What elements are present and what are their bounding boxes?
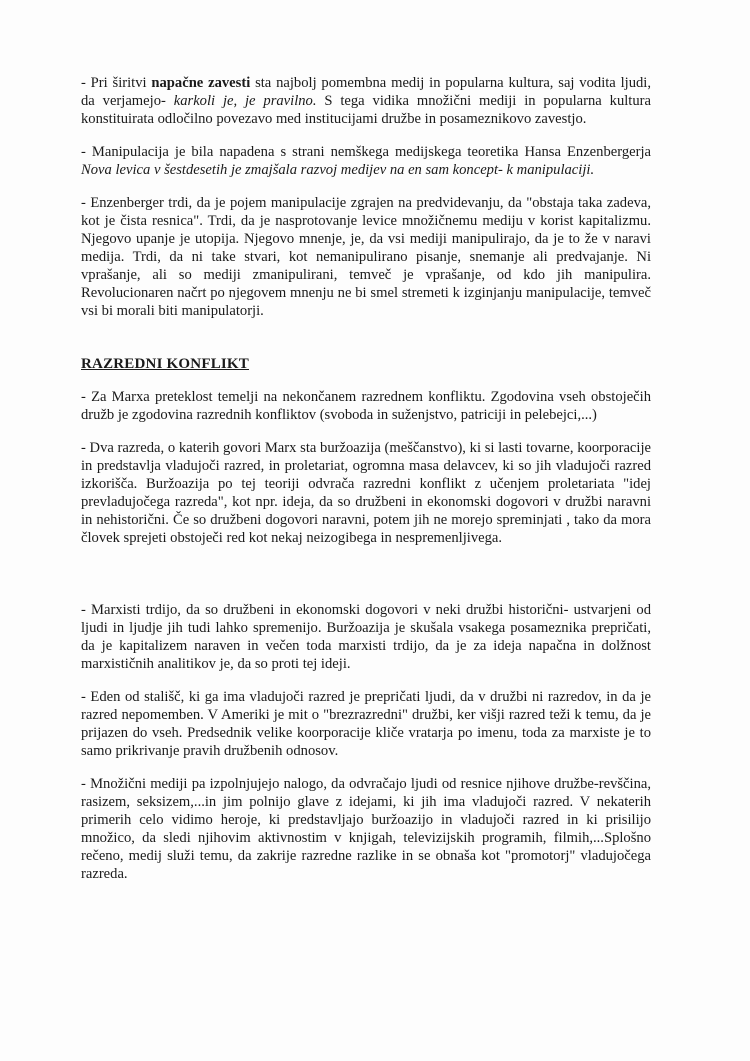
p2-text: - Manipulacija je bila napadena s strani nemškega medijskega teoretika Hansa Enzenbergerja <box>81 144 651 160</box>
p1-prefix: - Pri širitvi <box>81 75 152 91</box>
p2-italic-quote: Nova levica v šestdesetih je zmajšala razvoj medijev na en sam koncept- k manipulaciji. <box>81 162 595 178</box>
paragraph-false-consciousness <box>81 74 651 128</box>
paragraph-mass-media: - Množični mediji pa izpolnjujejo nalogo, da odvračajo ljudi od resnice njihove družbe-revščina, rasizem, seksizem,...in jim polnijo glave z idejami, ki jih ima vladujoči razred. V nekaterih primerih celo vidimo heroje, ki predstavljajo buržoazijo in vladujoči razred in ki prisilijo množico, da sledi njihovim aktivnostim v knjigah, televizijskih programih, filmih,...Splošno rečeno, medij služi temu, da zakrije razredne razlike in se obnaša kot "promotorj" vladujočega razreda. <box>81 776 651 882</box>
paragraph-marxists-argue: - Marxisti trdijo, da so družbeni in ekonomski dogovori v neki družbi historični- ustvarjeni od ljudi in ljudje jih tudi lahko spremenijo. Buržoazija je skušala vsakega posameznika prepričati, da je kapitalizem naraven in večen toda marxisti trdijo, da je za ideja napačna in dolžnost marxističnih analitikov je, da so proti tej ideji. <box>81 602 651 672</box>
section-heading: RAZREDNI KONFLIKT <box>81 356 250 372</box>
p1-italic-quote: karkoli je, je pravilno. <box>173 93 317 109</box>
paragraph-manipulation <box>81 143 651 179</box>
paragraph-enzenberger: - Enzenberger trdi, da je pojem manipulacije zgrajen na predvidevanju, da "obstaja taka zadeva, kot je čista resnica". Trdi, da je nasprotovanje levice množičnemu mediju v korist kapitalizmu. Njegovo upanje je utopija. Njegovo mnenje, je, da vsi mediji manipulirajo, da je to že v naravi medija. Trdi, da ni take stvari, kot nemanipulirano pisanje, snemanje ali predvajanje. Ni vprašanje, ali so mediji zmanipulirani, temveč je vprašanje, od kdo jih manipulira. Revolucionaren načrt po njegovem mnenju ne bi smel stremeti k izginjanju manipulacije, temveč vsi bi morali biti manipulatorji. <box>81 195 651 319</box>
p1-bold-term: napačne zavesti <box>151 75 251 91</box>
paragraph-classless-myth: - Eden od stališč, ki ga ima vladujoči razred je prepričati ljudi, da v družbi ni razredov, in da je razred nepomemben. V Ameriki je mit o "brezrazredni" družbi, ker višji razred teži k temu, da je prijazen do vseh. Predsednik velike koorporacije kliče vratarja po imenu, toda za marxiste je to samo prikrivanje pravih družbenih odnosov. <box>81 689 651 759</box>
p1-middle: sta najbolj pomembna medij in popularna kultura, saj vodita ljudi, da verjamejo- <box>81 75 651 109</box>
document-page <box>81 74 651 883</box>
paragraph-marx-history: - Za Marxa preteklost temelji na nekončanem razrednem konfliktu. Zgodovina vseh obstoječih družb je zgodovina razrednih konfliktov (svoboda in suženjstvo, patriciji in pelebejci,...) <box>81 389 651 423</box>
p1-suffix: S tega vidika množični mediji in popularna kultura konstituirata odločilno povezavo med institucijami družbe in posameznikovo zavestjo. <box>81 93 651 127</box>
paragraph-two-classes: - Dva razreda, o katerih govori Marx sta buržoazija (meščanstvo), ki si lasti tovarne, koorporacije in predstavlja vladujoči razred, in proletariat, ogromna masa delavcev, ki so jih vladujoči razred izkorišča. Buržoazija po tej teoriji odvrača razredni konflikt z učenjem proletariata "idej prevladujočega razreda", kot npr. ideja, da so družbeni in ekonomski dogovori v družbi naravni in nehistorični. Če so družbeni dogovori naravni, potem jih ne morejo spreminjati , tako da mora človek sprejeti obstoječi red kot nekaj neizogibega in nespremenljivega. <box>81 440 651 546</box>
